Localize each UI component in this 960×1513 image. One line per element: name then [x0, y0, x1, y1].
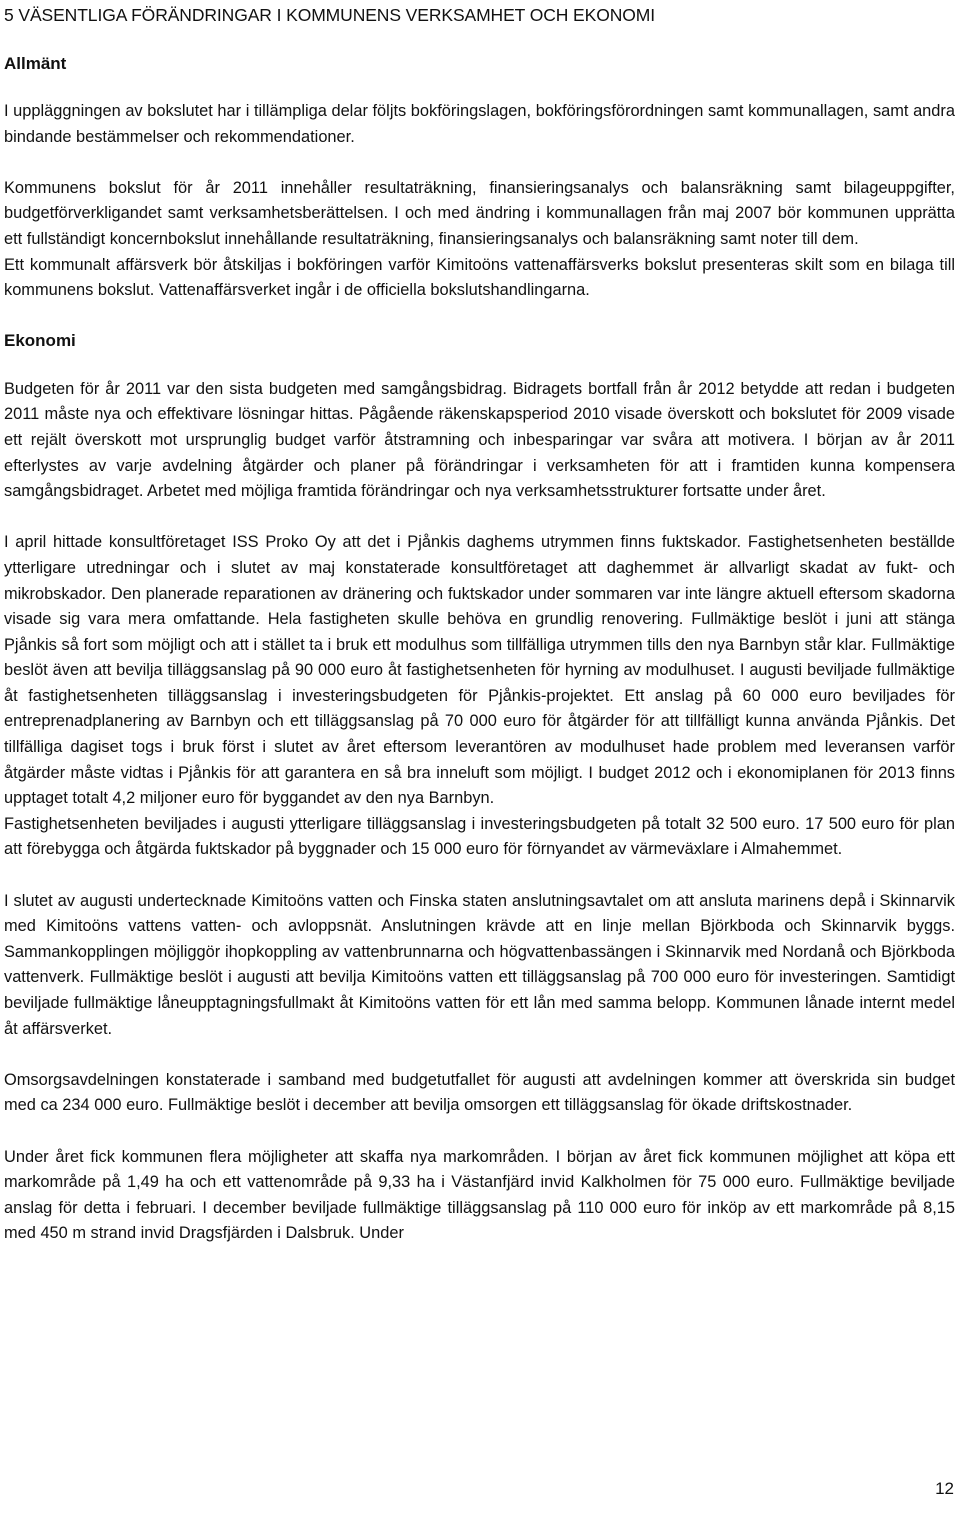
page-number: 12 [935, 1479, 954, 1498]
paragraph-ekonomi-6: Under året fick kommunen flera möjligheter att skaffa nya markområden. I början av året fick kommunen möjlighet att köpa ett markområde på 1,49 ha och ett vattenområde på 9,33 ha i Västanfjärd invid Kalkholmen för 75 000 euro. Fullmäktige beviljade anslag för detta i februari. I december beviljade fullmäktige tilläggsanslag på 110 000 euro för inköp av ett markområde på 8,15 med 450 m strand invid Dragsfjärden i Dalsbruk. Under [4, 1147, 955, 1243]
spacer [4, 28, 955, 52]
paragraph-allmant-1: I uppläggningen av bokslutet har i tillämpliga delar följts bokföringslagen, bokföringsförordningen samt kommunallagen, samt andra bindande bestämmelser och rekommendationer. [4, 102, 955, 146]
main-heading: 5 VÄSENTLIGA FÖRÄNDRINGAR I KOMMUNENS VERKSAMHET OCH EKONOMI [4, 5, 656, 25]
section-heading-ekonomi: Ekonomi [4, 330, 76, 350]
section-heading-allmant: Allmänt [4, 54, 67, 73]
spacer [4, 1042, 955, 1068]
spacer [4, 1119, 955, 1145]
paragraph-ekonomi-2: I april hittade konsultföretaget ISS Proko Oy att det i Pjånkis daghems utrymmen finns fuktskador. Fastighetsenheten beställde ytterligare utredningar och i slutet av maj konstaterade konsultföretaget att daghemmet är allvarligt skadat av fukt- och mikrobskador. Den planerade reparationen av dränering och fuktskador under sommaren var inte längre aktuell eftersom skadorna visade sig vara mera omfattande. Hela fastigheten skulle behöva en grundlig renovering. Fullmäktige beslöt i juni att stänga Pjånkis så fort som möjligt och att i stället ta i bruk ett modulhus som tillfälliga utrymmen tills den nya Barnbyn står klar. Fullmäktige beslöt även att bevilja tilläggsanslag på 90 000 euro åt fastighetsenheten för hyrning av modulhuset. I augusti beviljade fullmäktige åt fastighetsenheten tilläggsanslag i investeringsbudgeten för Pjånkis-projektet. Ett anslag på 60 000 euro beviljades för entreprenadplanering av Barnbyn och ett tilläggsanslag på 70 000 euro för åtgärder för att tillfälligt kunna använda Pjånkis. Det tillfälliga dagiset togs i bruk först i slutet av året eftersom leverantören av modulhuset hade problem med leveransen varför åtgärder måste vidtas i Pjånkis för att garantera en så bra inneluft som möjligt. I budget 2012 och i ekonomiplanen för 2013 finns upptaget totalt 4,2 miljoner euro för byggandet av den nya Barnbyn. [4, 533, 955, 808]
paragraph-ekonomi-1: Budgeten för år 2011 var den sista budgeten med samgångsbidrag. Bidragets bortfall från år 2012 betydde att redan i budgeten 2011 måste nya och effektivare lösningar hittas. Pågående räkenskapsperiod 2010 visade överskott och bokslutet för 2009 visade ett rejält överskott mot ursprunglig budget varför åtstramning och inbesparingar var svåra att motivera. I början av år 2011 efterlystes av varje avdelning åtgärder och planer på förändringar i verksamheten för att i framtiden kunna kompensera samgångsbidraget. Arbetet med möjliga framtida förändringar och nya verksamhetsstrukturer fortsatte under året. [4, 379, 955, 501]
spacer [4, 353, 955, 377]
document-page [4, 0, 955, 1247]
spacer [4, 505, 955, 531]
paragraph-ekonomi-3: Fastighetsenheten beviljades i augusti ytterligare tilläggsanslag i investeringsbudgeten på totalt 32 500 euro. 17 500 euro för plan att förebygga och åtgärda fuktskador på byggnader och 15 000 euro för förnyandet av värmeväxlare i Almahemmet. [4, 814, 955, 859]
paragraph-allmant-3: Ett kommunalt affärsverk bör åtskiljas i bokföringen varför Kimitoöns vattenaffärsverks bokslut presenteras skilt som en bilaga till kommunens bokslut. Vattenaffärsverket ingår i de officiella bokslutshandlingarna. [4, 255, 955, 300]
spacer [4, 150, 955, 176]
spacer [4, 76, 955, 99]
spacer [4, 863, 955, 889]
paragraph-allmant-2: Kommunens bokslut för år 2011 innehåller resultaträkning, finansieringsanalys och balansräkning samt bilageuppgifter, budgetförverkligandet samt verksamhetsberättelsen. I och med ändring i kommunallagen från maj 2007 bör kommunen upprätta ett fullständigt koncernbokslut innehållande resultaträkning, finansieringsanalys och balansräkning samt noter till dem. [4, 178, 955, 248]
paragraph-ekonomi-4: I slutet av augusti undertecknade Kimitoöns vatten och Finska staten anslutningsavtalet om att ansluta marinens depå i Skinnarvik med Kimitoöns vattens vatten- och avloppsnät. Anslutningen krävde att en linje mellan Björkboda och Skinnarvik byggs. Sammankopplingen möjliggör ihopkoppling av vattenbrunnarna och högvattenbassängen i Skinnarvik med Nordanå och Björkboda vattenverk. Fullmäktige beslöt i augusti att bevilja Kimitoöns vatten ett tilläggsanslag på 700 000 euro för investeringen. Samtidigt beviljade fullmäktige låneupptagningsfullmakt åt Kimitoöns vatten för ett lån med samma belopp. Kommunen lånade internt medel åt affärsverket. [4, 891, 955, 1038]
spacer [4, 304, 955, 329]
paragraph-ekonomi-5: Omsorgsavdelningen konstaterade i samband med budgetutfallet för augusti att avdelningen kommer att överskrida sin budget med ca 234 000 euro. Fullmäktige beslöt i december att bevilja omsorgen ett tilläggsanslag för ökade driftskostnader. [4, 1070, 955, 1115]
